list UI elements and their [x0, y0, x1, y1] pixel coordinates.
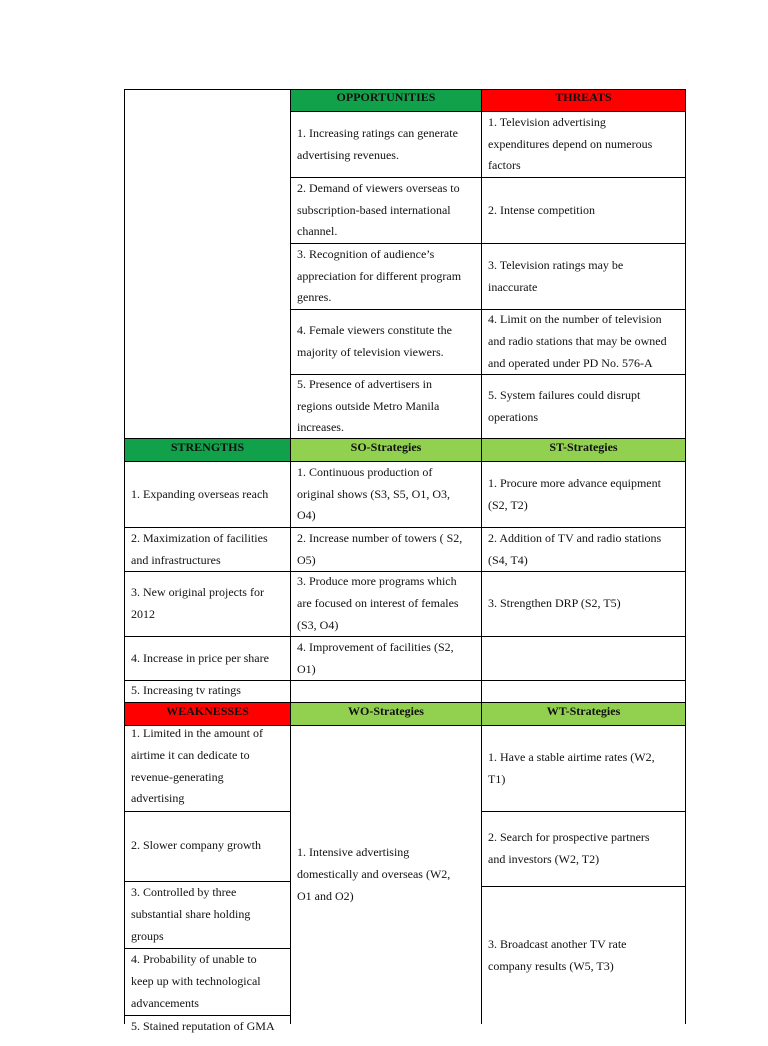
wo-strategy-1: 1. Intensive advertising domestically and overseas (W2, O1 and O2): [297, 845, 451, 903]
row-line: [290, 243, 686, 244]
weakness-5: 5. Stained reputation of GMA: [131, 1019, 275, 1033]
wo-strategies-header: WO-Strategies: [291, 703, 481, 725]
row-line: [124, 461, 686, 462]
row-line: [290, 374, 686, 375]
weaknesses-header: WEAKNESSES: [125, 703, 290, 725]
wt-strategy-2: 2. Search for prospective partners and investors (W2, T2): [488, 830, 650, 866]
row-line: [124, 571, 686, 572]
st-strategy-2: 2. Addition of TV and radio stations (S4, T4): [488, 530, 662, 567]
so-strategy-1: 1. Continuous production of original shows (S3, S5, O1, O3, O4): [297, 464, 451, 523]
strength-3: 3. New original projects for 2012: [131, 585, 264, 621]
row-line: [124, 1015, 291, 1016]
threats-header: THREATS: [482, 89, 685, 111]
so-strategy-3: 3. Produce more programs which are focused on interest of females (S3, O4): [297, 574, 459, 632]
opportunity-3: 3. Recognition of audience’s appreciation for different program genres.: [297, 246, 462, 305]
wt-strategy-3: 3. Broadcast another TV rate company results (W5, T3): [488, 936, 627, 973]
row-line: [481, 811, 686, 812]
threat-5: 5. System failures could disrupt operations: [488, 387, 641, 424]
strength-1: 1. Expanding overseas reach: [131, 486, 269, 501]
row-line: [124, 702, 686, 703]
so-strategy-4: 4. Improvement of facilities (S2, O1): [297, 639, 454, 676]
opportunity-5: 5. Presence of advertisers in regions outside Metro Manila increases.: [297, 376, 440, 435]
table-divider-1: [290, 89, 291, 1024]
row-line: [124, 527, 686, 528]
table-border-top: [124, 89, 686, 90]
row-line: [124, 438, 686, 439]
table-divider-2: [481, 89, 482, 1024]
wt-strategy-1: 1. Have a stable airtime rates (W2, T1): [488, 749, 655, 786]
row-line: [124, 948, 291, 949]
weakness-1: 1. Limited in the amount of airtime it can dedicate to revenue-generating advertising: [131, 726, 263, 806]
opportunity-2: 2. Demand of viewers overseas to subscription-based international channel.: [297, 180, 460, 239]
strength-4: 4. Increase in price per share: [131, 650, 269, 665]
threat-4: 4. Limit on the number of television and radio stations that may be owned and operated under PD No. 576-A: [488, 312, 667, 370]
weakness-3: 3. Controlled by three substantial share holding groups: [131, 885, 251, 943]
st-strategies-header: ST-Strategies: [482, 439, 685, 461]
opportunity-1: 1. Increasing ratings can generate advertising revenues.: [297, 125, 458, 162]
st-strategy-1: 1. Procure more advance equipment (S2, T2): [488, 475, 661, 512]
weakness-2: 2. Slower company growth: [131, 838, 261, 853]
row-line: [290, 309, 686, 310]
strength-5: 5. Increasing tv ratings: [131, 683, 241, 698]
row-line: [124, 680, 686, 681]
opportunity-4: 4. Female viewers constitute the majority of television viewers.: [297, 323, 452, 359]
so-strategies-header: SO-Strategies: [291, 439, 481, 461]
st-strategy-3: 3. Strengthen DRP (S2, T5): [488, 596, 621, 611]
table-border-right: [685, 89, 686, 1024]
row-line: [124, 881, 291, 882]
threat-3: 3. Television ratings may be inaccurate: [488, 257, 624, 294]
opportunities-header: OPPORTUNITIES: [291, 89, 481, 111]
row-line: [124, 636, 686, 637]
table-border-left: [124, 89, 125, 1024]
weakness-4: 4. Probability of unable to keep up with technological advancements: [131, 952, 261, 1010]
row-line: [290, 177, 686, 178]
strengths-header: STRENGTHS: [125, 439, 290, 461]
so-strategy-2: 2. Increase number of towers ( S2, O5): [297, 530, 463, 567]
row-line: [124, 725, 686, 726]
wt-strategies-header: WT-Strategies: [482, 703, 685, 725]
threat-1: 1. Television advertising expenditures depend on numerous factors: [488, 114, 653, 173]
strength-2: 2. Maximization of facilities and infrastructures: [131, 530, 268, 567]
row-line: [124, 811, 291, 812]
threat-2: 2. Intense competition: [488, 202, 595, 217]
row-line: [481, 886, 686, 887]
row-line: [290, 111, 686, 112]
